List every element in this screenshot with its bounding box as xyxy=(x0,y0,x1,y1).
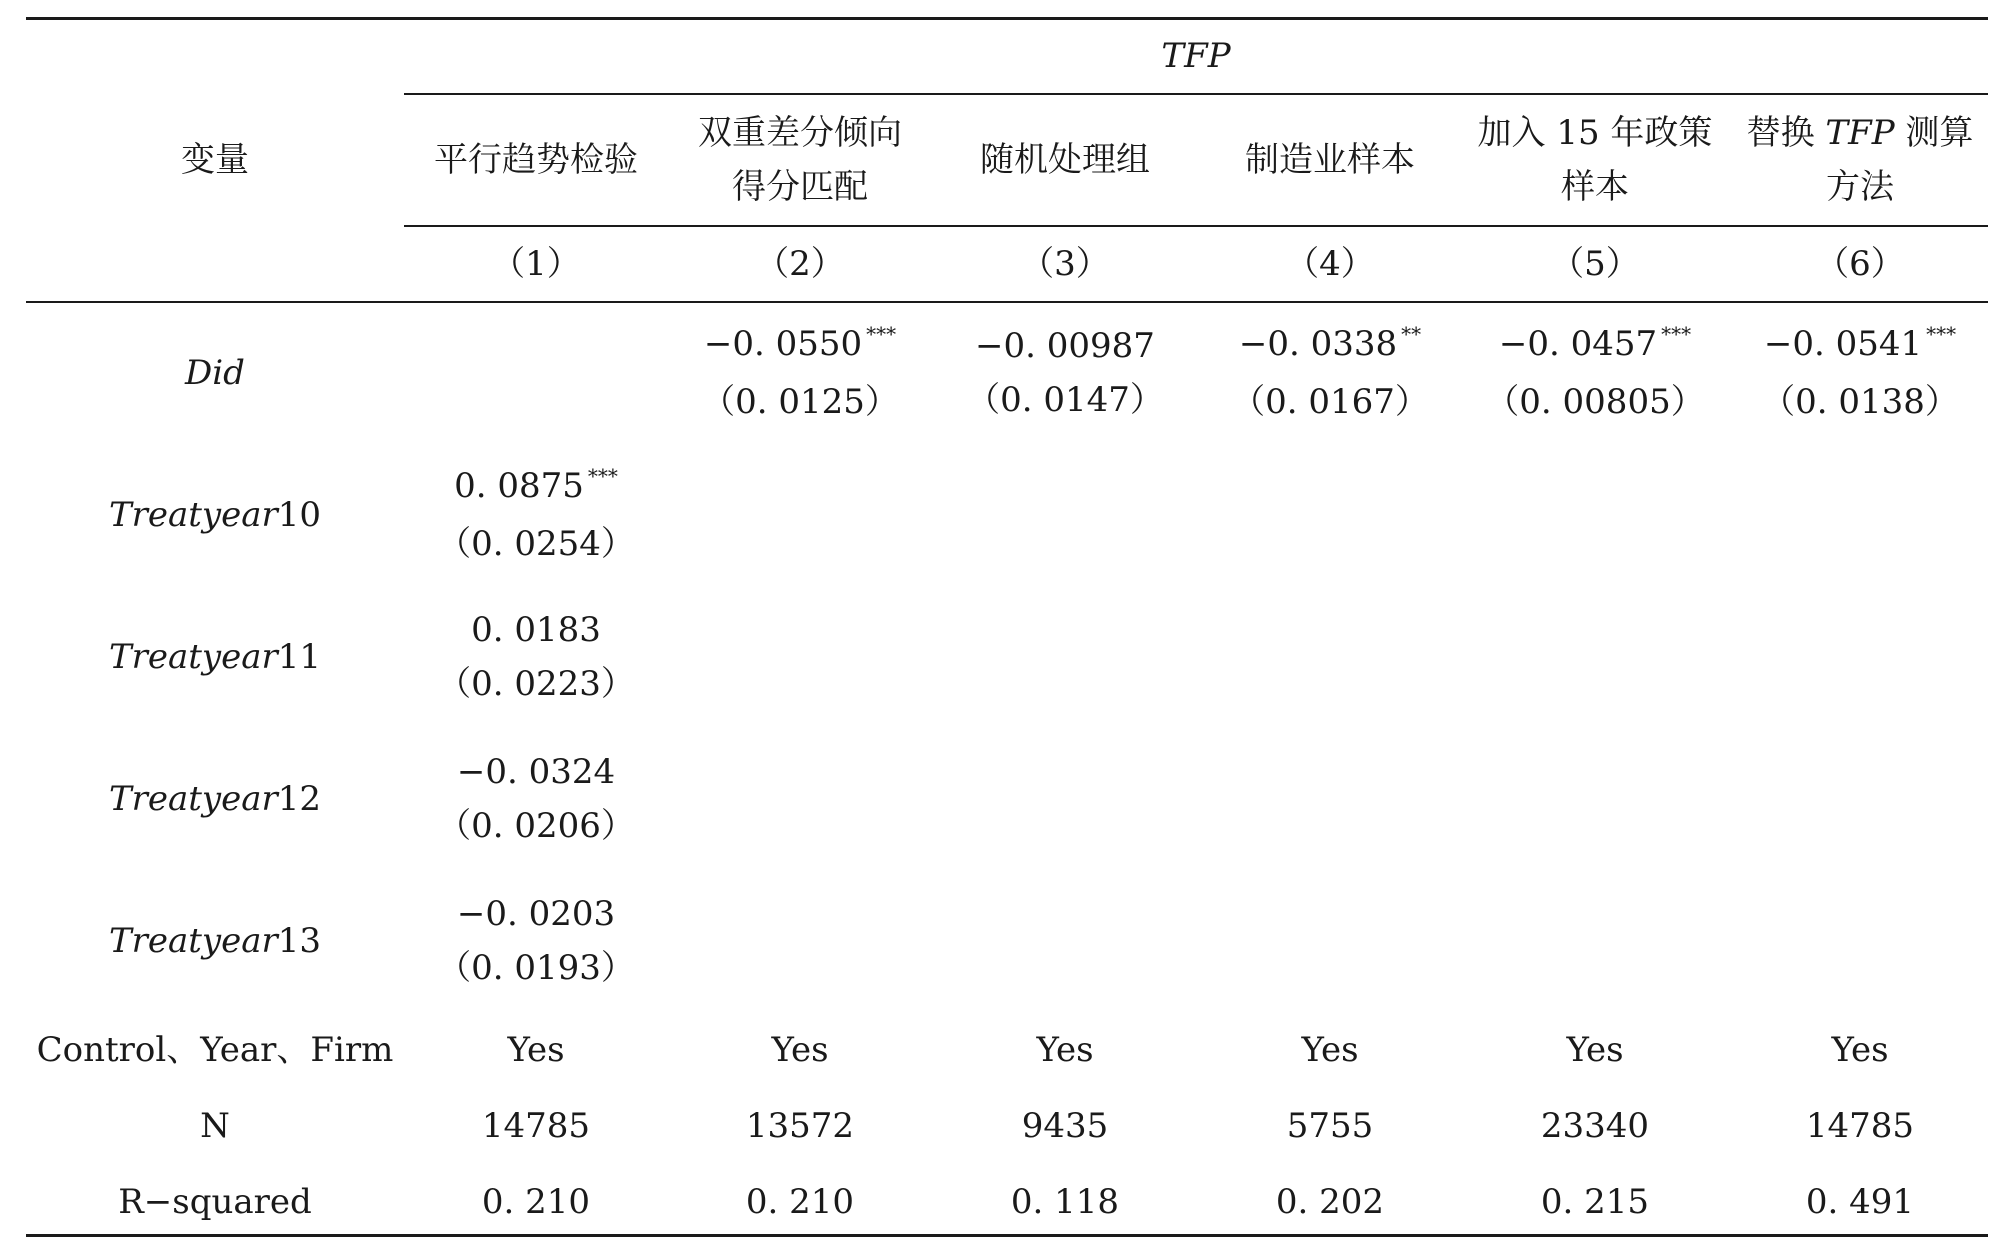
column-number: （6） xyxy=(1815,244,1905,284)
footer-row-label xyxy=(26,1098,404,1154)
dependent-variable-header xyxy=(996,28,1396,84)
footer-value xyxy=(668,1022,933,1078)
footer-value xyxy=(1198,1098,1463,1154)
row-label xyxy=(26,769,404,829)
row-label-name: Treatyear xyxy=(108,637,278,677)
coefficient: 0. 0183 xyxy=(471,610,601,650)
standard-error: （0. 0223） xyxy=(437,664,635,704)
coefficient-cell xyxy=(1198,318,1463,428)
footer-value-text: 0. 210 xyxy=(745,1182,855,1222)
footer-value-text: 14785 xyxy=(1805,1106,1915,1146)
footer-row-label xyxy=(26,1022,404,1078)
column-number: （2） xyxy=(755,244,845,284)
footer-value-text: Yes xyxy=(1566,1030,1624,1070)
coefficient-cell xyxy=(668,318,933,428)
footer-value-text: 23340 xyxy=(1540,1106,1650,1146)
row-label xyxy=(26,627,404,687)
footer-value-text: 9435 xyxy=(1021,1106,1109,1146)
column-number-2 xyxy=(668,236,933,292)
footer-value-text: 13572 xyxy=(745,1106,855,1146)
footer-value xyxy=(1463,1022,1728,1078)
column-number: （3） xyxy=(1020,244,1110,284)
footer-row-label xyxy=(26,1174,404,1230)
footer-row-name: Control、Year、Firm xyxy=(36,1030,394,1070)
coefficient-cell xyxy=(404,602,669,712)
coefficient-cell xyxy=(933,318,1198,428)
coefficient: 0. 0875 *** xyxy=(454,464,618,506)
row-label xyxy=(26,485,404,545)
column-number-5 xyxy=(1463,236,1728,292)
column-number: （5） xyxy=(1550,244,1640,284)
row-label-name: Treatyear xyxy=(108,495,278,535)
row-label-name: Did xyxy=(185,353,245,393)
bottom-rule xyxy=(26,1234,1988,1237)
row-label xyxy=(26,343,404,403)
coefficient: −0. 0457 *** xyxy=(1498,322,1692,364)
footer-value-text: 14785 xyxy=(481,1106,591,1146)
column-number: （4） xyxy=(1285,244,1375,284)
footer-value xyxy=(933,1174,1198,1230)
significance-stars: *** xyxy=(1926,322,1957,346)
row-label-suffix: 12 xyxy=(277,779,322,819)
standard-error: （0. 0254） xyxy=(437,524,635,564)
row-label-name: Treatyear xyxy=(108,921,278,961)
title-underline xyxy=(404,225,1988,227)
variable-header xyxy=(26,130,404,190)
tfp-underline xyxy=(404,93,1988,95)
variable-label: 变量 xyxy=(181,140,249,180)
coefficient: −0. 0324 xyxy=(456,752,616,792)
coefficient: −0. 0338 ** xyxy=(1238,322,1422,364)
column-title-2 xyxy=(668,100,933,220)
column-title-3 xyxy=(933,100,1198,220)
row-label-name: Treatyear xyxy=(108,779,278,819)
column-number-4 xyxy=(1198,236,1463,292)
coefficient: −0. 0541 *** xyxy=(1763,322,1957,364)
column-title-line: 制造业样本 xyxy=(1245,140,1415,180)
coefficient: −0. 0203 xyxy=(456,894,616,934)
coefficient-cell xyxy=(404,460,669,570)
column-title-4 xyxy=(1198,100,1463,220)
footer-value xyxy=(404,1098,669,1154)
footer-value xyxy=(933,1098,1198,1154)
footer-value-text: 0. 491 xyxy=(1805,1182,1915,1222)
top-rule xyxy=(26,17,1988,20)
footer-value-text: 0. 118 xyxy=(1010,1182,1120,1222)
row-label-suffix: 11 xyxy=(277,637,322,677)
column-title-line: 随机处理组 xyxy=(980,140,1150,180)
row-label-suffix: 10 xyxy=(277,495,322,535)
significance-stars: *** xyxy=(587,464,618,488)
column-title-line: 平行趋势检验 xyxy=(434,140,638,180)
column-number-3 xyxy=(933,236,1198,292)
row-label-suffix: 13 xyxy=(277,921,322,961)
column-title-line: 样本 xyxy=(1561,167,1629,207)
coefficient-cell xyxy=(1728,318,1993,428)
coefficient-cell xyxy=(1463,318,1728,428)
footer-value-text: Yes xyxy=(1301,1030,1359,1070)
footer-value xyxy=(1463,1098,1728,1154)
row-label xyxy=(26,911,404,971)
standard-error: （0. 0193） xyxy=(437,948,635,988)
footer-value-text: Yes xyxy=(1831,1030,1889,1070)
dependent-variable-label: TFP xyxy=(1161,36,1231,76)
standard-error: （0. 0206） xyxy=(437,806,635,846)
footer-value-text: 0. 202 xyxy=(1275,1182,1385,1222)
footer-value xyxy=(1728,1098,1993,1154)
significance-stars: *** xyxy=(866,322,897,346)
column-title-1 xyxy=(404,100,669,220)
column-number: （1） xyxy=(491,244,581,284)
coefficient-cell xyxy=(404,886,669,996)
standard-error: （0. 0167） xyxy=(1231,382,1429,422)
footer-value-text: Yes xyxy=(771,1030,829,1070)
column-title-line: 替换 TFP 测算 xyxy=(1746,113,1974,153)
column-title-line: 得分匹配 xyxy=(732,167,868,207)
standard-error: （0. 0138） xyxy=(1761,382,1959,422)
significance-stars: *** xyxy=(1661,322,1692,346)
footer-value xyxy=(1728,1022,1993,1078)
footer-value xyxy=(933,1022,1198,1078)
footer-value xyxy=(404,1174,669,1230)
footer-row-name: N xyxy=(200,1106,230,1146)
column-title-5 xyxy=(1463,100,1728,220)
footer-value-text: 0. 210 xyxy=(481,1182,591,1222)
header-rule xyxy=(26,301,1988,303)
footer-row-name: R−squared xyxy=(118,1182,312,1222)
coefficient: −0. 0550 *** xyxy=(703,322,897,364)
footer-value xyxy=(404,1022,669,1078)
footer-value-text: 5755 xyxy=(1286,1106,1374,1146)
coefficient: −0. 00987 xyxy=(975,326,1155,366)
footer-value-text: Yes xyxy=(1036,1030,1094,1070)
column-title-line: 双重差分倾向 xyxy=(698,113,902,153)
footer-value xyxy=(1728,1174,1993,1230)
footer-value xyxy=(668,1098,933,1154)
footer-value xyxy=(668,1174,933,1230)
column-number-6 xyxy=(1728,236,1993,292)
tfp-italic: TFP xyxy=(1825,113,1895,153)
column-title-6 xyxy=(1728,100,1993,220)
footer-value-text: Yes xyxy=(507,1030,565,1070)
significance-stars: ** xyxy=(1401,322,1422,346)
standard-error: （0. 00805） xyxy=(1485,382,1705,422)
standard-error: （0. 0125） xyxy=(701,382,899,422)
column-title-line: 方法 xyxy=(1826,167,1894,207)
column-number-1 xyxy=(404,236,669,292)
footer-value xyxy=(1463,1174,1728,1230)
footer-value xyxy=(1198,1022,1463,1078)
coefficient-cell xyxy=(404,744,669,854)
footer-value xyxy=(1198,1174,1463,1230)
column-title-line: 加入 15 年政策 xyxy=(1477,113,1713,153)
standard-error: （0. 0147） xyxy=(966,380,1164,420)
footer-value-text: 0. 215 xyxy=(1540,1182,1650,1222)
